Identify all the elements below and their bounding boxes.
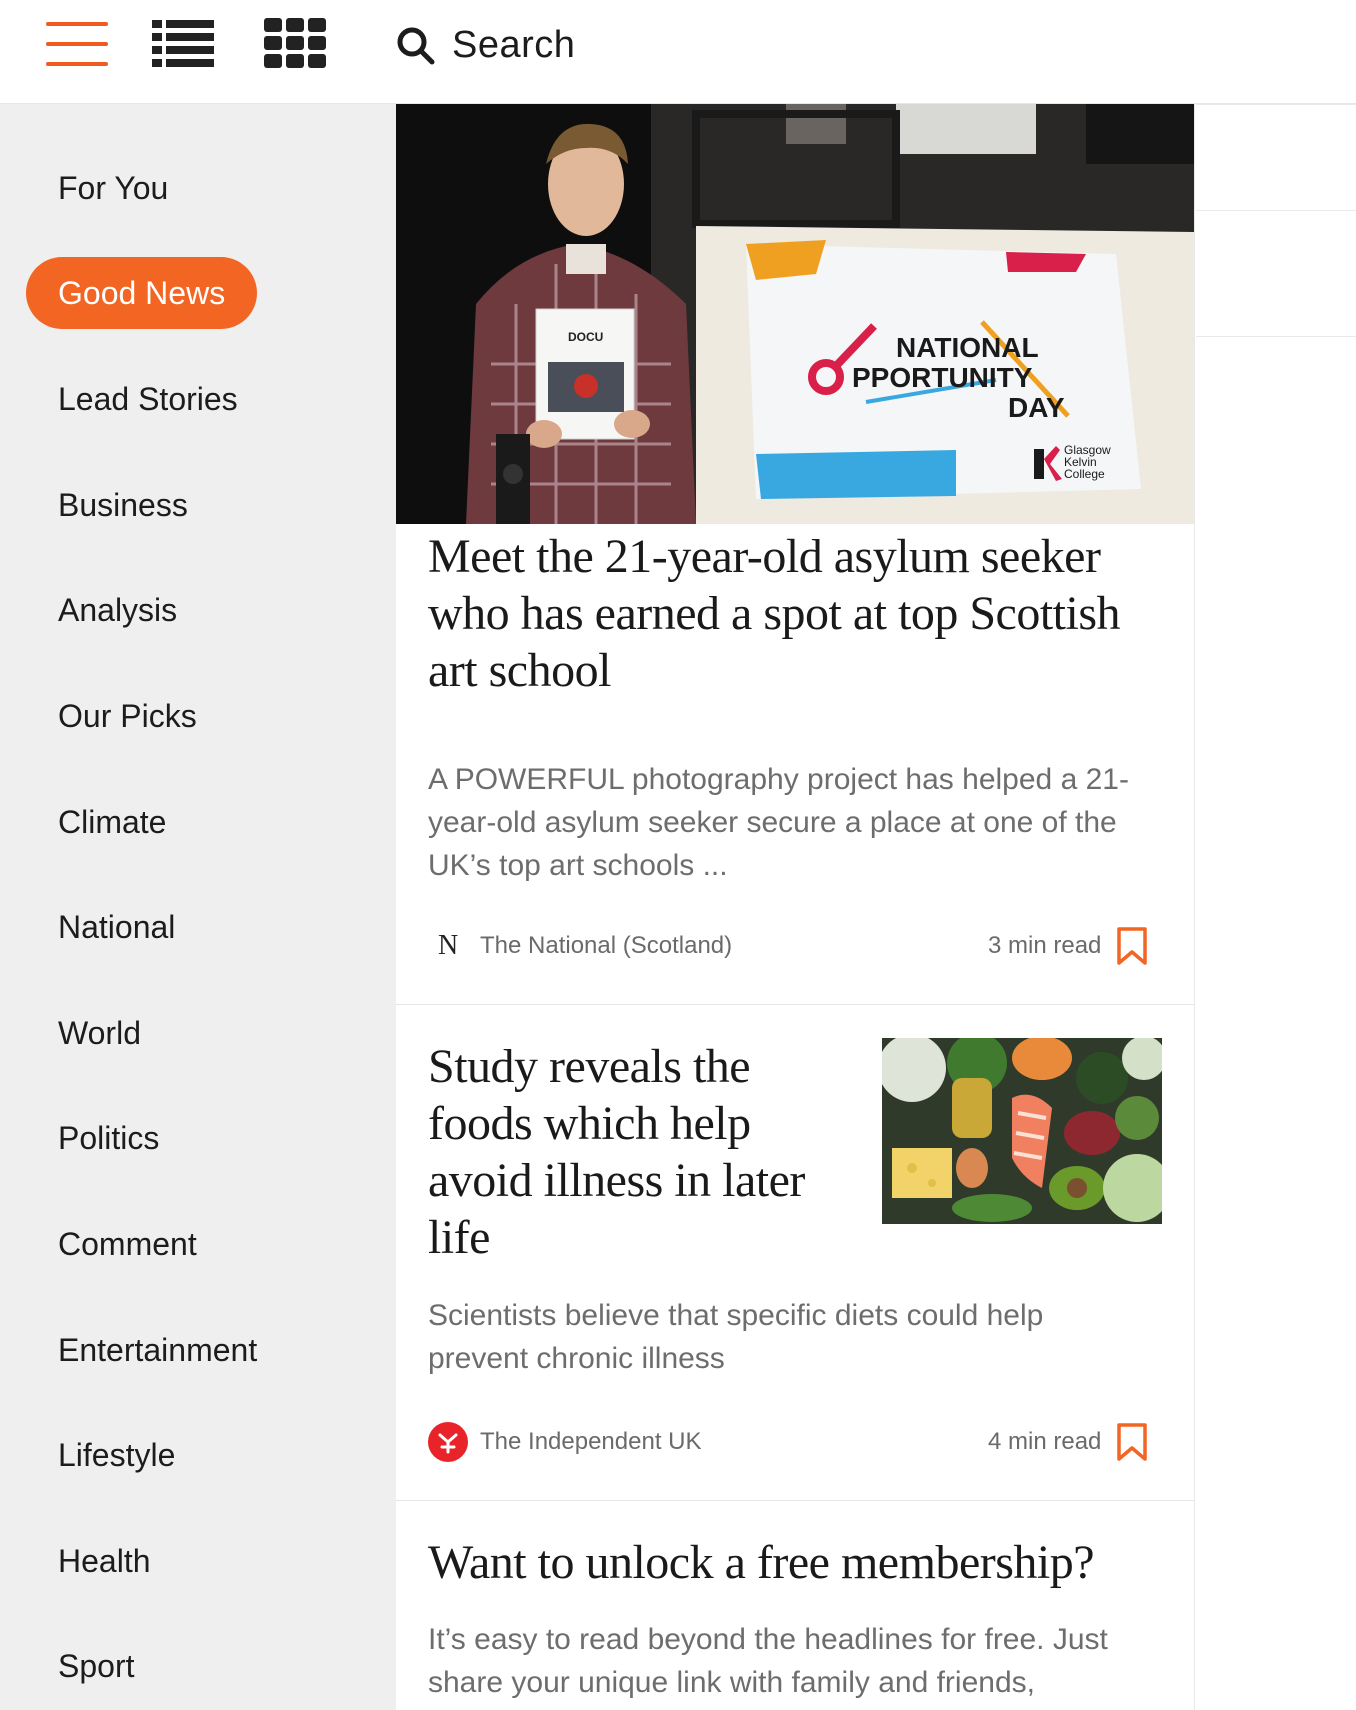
sidebar-item-national[interactable]: National [58,909,176,945]
bookmark-icon[interactable] [1116,926,1148,966]
sign-line-2: PPORTUNITY [852,362,1033,393]
search-button[interactable] [394,20,594,70]
sidebar-item-lifestyle[interactable]: Lifestyle [58,1437,176,1473]
sidebar-item-world[interactable]: World [58,1015,141,1051]
article-hero-image[interactable] [396,104,1194,524]
the-national-logo-icon: N [438,930,459,961]
article-1-summary: A POWERFUL photography project has helped a 21-year-old asylum seeker secure a place at one of the UK’s top art schools ... [428,763,1129,882]
article-2-thumbnail[interactable] [882,1038,1162,1224]
sidebar-item-entertainment[interactable]: Entertainment [58,1332,258,1368]
article-1-source[interactable]: The National (Scotland) [480,932,733,959]
grid-view-icon[interactable] [264,18,328,68]
sidebar-item-good-news[interactable]: Good News [26,257,257,329]
college-line-2: Kelvin [1064,455,1097,469]
gutter-rule [1196,104,1356,105]
membership-promo-summary: It’s easy to read beyond the headlines for free. Just share your unique link with family and friends, [428,1623,1108,1699]
right-gutter [1196,104,1356,1710]
search-label: Search [452,24,576,66]
sidebar-item-politics[interactable]: Politics [58,1120,160,1156]
article-2-source-row [428,1420,1168,1464]
sidebar-item-comment[interactable]: Comment [58,1226,197,1262]
article-1-read-time: 3 min read [988,932,1102,959]
gutter-rule [1196,336,1356,337]
sign-line-1: NATIONAL [896,332,1039,363]
membership-promo-headline[interactable]: Want to unlock a free membership? [428,1536,1095,1589]
gutter-rule [1196,210,1356,211]
list-view-icon[interactable] [152,18,216,68]
article-2-summary: Scientists believe that specific diets could help prevent chronic illness [428,1299,1044,1375]
sign-line-3: DAY [1008,392,1065,423]
sidebar-item-climate[interactable]: Climate [58,804,167,840]
article-2-read-time: 4 min read [988,1428,1102,1455]
sidebar-item-for-you[interactable]: For You [58,170,169,206]
hamburger-menu-icon[interactable] [46,22,108,66]
the-independent-logo-icon [428,1422,468,1462]
sidebar [0,104,396,1710]
top-bar [0,0,1356,104]
sidebar-item-analysis[interactable]: Analysis [58,592,178,628]
article-divider [396,1004,1194,1005]
sidebar-item-health[interactable]: Health [58,1543,151,1579]
sidebar-item-business[interactable]: Business [58,487,188,523]
news-feed [396,104,1195,1710]
article-2-headline[interactable]: Study reveals the foods which help avoid illness in later life [428,1040,805,1264]
sidebar-item-sport[interactable]: Sport [58,1648,135,1684]
college-line-3: College [1064,467,1105,481]
article-1-source-row [428,924,1168,968]
search-icon [396,26,436,66]
article-2-source[interactable]: The Independent UK [480,1428,702,1455]
hero-photo [396,104,1194,524]
sidebar-item-our-picks[interactable]: Our Picks [58,698,197,734]
food-photo [882,1038,1162,1224]
booklet-title: DOCU [568,330,604,344]
bookmark-icon[interactable] [1116,1422,1148,1462]
college-line-1: Glasgow [1064,443,1111,457]
sidebar-item-lead-stories[interactable]: Lead Stories [58,381,238,417]
article-divider [396,1500,1194,1501]
article-1-headline[interactable]: Meet the 21-year-old asylum seeker who has earned a spot at top Scottish art school [428,530,1121,697]
